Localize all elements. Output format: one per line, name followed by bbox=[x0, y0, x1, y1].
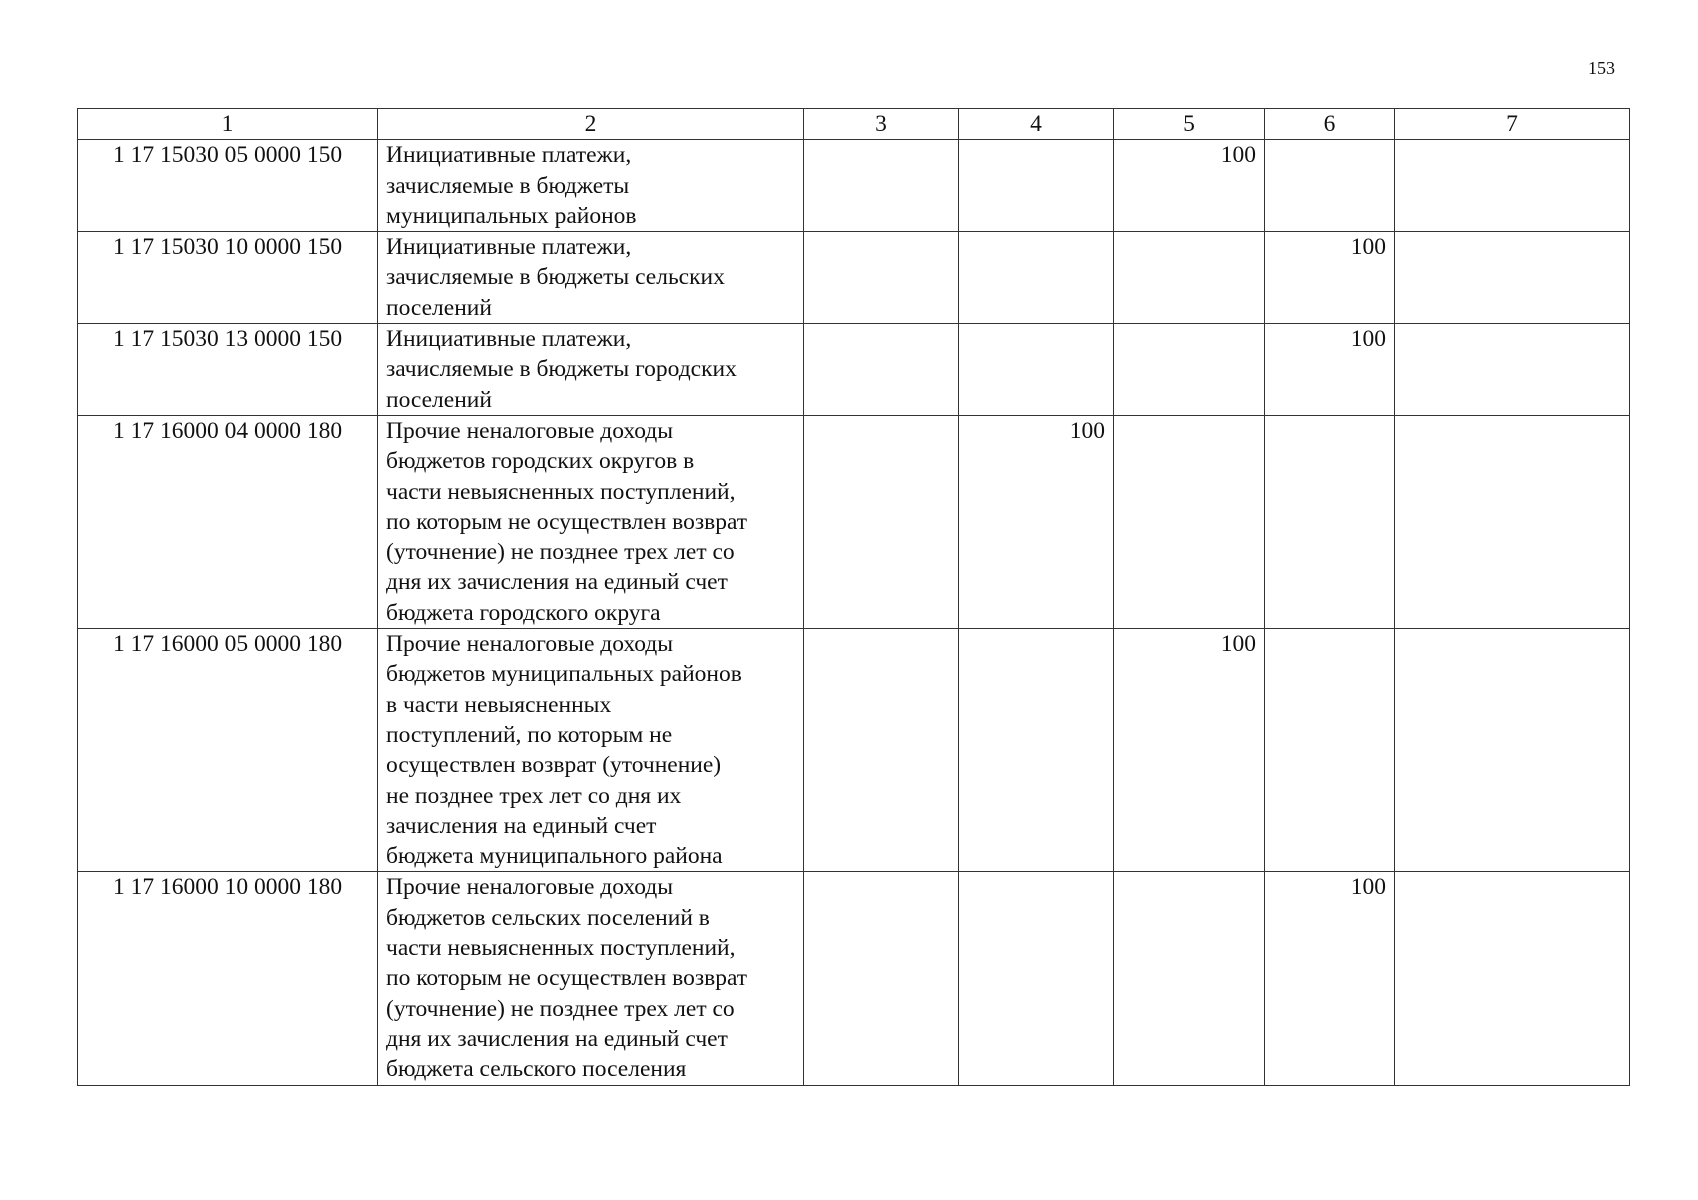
income-name-line: бюджета сельского поселения bbox=[386, 1056, 687, 1083]
income-name-line: поселений bbox=[386, 386, 492, 413]
income-name-line: по которым не осуществлен возврат bbox=[386, 965, 748, 992]
income-name-line: бюджетов сельских поселений в bbox=[386, 904, 710, 931]
norm-value-cell-col5 bbox=[1114, 872, 1265, 1085]
norm-value-cell-col4 bbox=[959, 872, 1114, 1085]
income-name-line: Инициативные платежи, bbox=[386, 326, 632, 353]
norm-value-cell-col5 bbox=[1114, 415, 1265, 628]
income-name-line: части невыясненных поступлений, bbox=[386, 478, 736, 505]
budget-table bbox=[77, 108, 1630, 1086]
income-name-line: зачисления на единый счет bbox=[386, 812, 657, 839]
income-name-line: (уточнение) не позднее трех лет со bbox=[386, 539, 735, 566]
norm-value-cell-col4 bbox=[959, 324, 1114, 416]
norm-value-cell-col7 bbox=[1395, 232, 1630, 324]
page-number: 153 bbox=[1588, 58, 1615, 78]
income-name-line: поселений bbox=[386, 294, 492, 321]
income-name-line: дня их зачисления на единый счет bbox=[386, 1025, 728, 1052]
income-name-line: бюджета муниципального района bbox=[386, 843, 723, 870]
table-header bbox=[78, 109, 1630, 140]
income-name-line: бюджетов муниципальных районов bbox=[386, 661, 742, 688]
norm-value-cell-col5: 100 bbox=[1114, 629, 1265, 872]
income-name-line: Инициативные платежи, bbox=[386, 142, 632, 169]
norm-value-cell-col7 bbox=[1395, 415, 1630, 628]
budget-code-cell: 1 17 16000 04 0000 180 bbox=[78, 415, 378, 628]
income-name-line: Прочие неналоговые доходы bbox=[386, 874, 674, 901]
norm-value-cell-col6: 100 bbox=[1265, 324, 1395, 416]
income-name-cell bbox=[378, 629, 804, 872]
budget-code-cell: 1 17 16000 05 0000 180 bbox=[78, 629, 378, 872]
header-row bbox=[78, 109, 1630, 140]
budget-code-cell: 1 17 16000 10 0000 180 bbox=[78, 872, 378, 1085]
income-name-line: дня их зачисления на единый счет bbox=[386, 569, 728, 596]
norm-value-cell-col3 bbox=[804, 232, 959, 324]
income-name-cell bbox=[378, 872, 804, 1085]
income-name-line: части невыясненных поступлений, bbox=[386, 935, 736, 962]
table-row bbox=[78, 629, 1630, 872]
norm-value-cell-col4 bbox=[959, 232, 1114, 324]
norm-value-cell-col6 bbox=[1265, 140, 1395, 232]
norm-value-cell-col7 bbox=[1395, 872, 1630, 1085]
norm-value-cell-col6: 100 bbox=[1265, 872, 1395, 1085]
income-name-line: зачисляемые в бюджеты bbox=[386, 172, 630, 199]
norm-value-cell-col7 bbox=[1395, 324, 1630, 416]
column-header: 5 bbox=[1114, 109, 1265, 140]
norm-value-cell-col3 bbox=[804, 324, 959, 416]
column-header: 4 bbox=[959, 109, 1114, 140]
norm-value-cell-col6: 100 bbox=[1265, 232, 1395, 324]
income-name-line: Прочие неналоговые доходы bbox=[386, 631, 674, 658]
norm-value-cell-col5: 100 bbox=[1114, 140, 1265, 232]
norm-value-cell-col6 bbox=[1265, 629, 1395, 872]
income-name-line: зачисляемые в бюджеты городских bbox=[386, 356, 737, 383]
income-name-line: Прочие неналоговые доходы bbox=[386, 417, 674, 444]
norm-value-cell-col7 bbox=[1395, 140, 1630, 232]
income-name-line: (уточнение) не позднее трех лет со bbox=[386, 995, 735, 1022]
income-name-line: бюджета городского округа bbox=[386, 599, 661, 626]
column-header: 7 bbox=[1395, 109, 1630, 140]
budget-code-cell: 1 17 15030 05 0000 150 bbox=[78, 140, 378, 232]
income-name-line: зачисляемые в бюджеты сельских bbox=[386, 264, 725, 291]
column-header: 6 bbox=[1265, 109, 1395, 140]
column-header: 3 bbox=[804, 109, 959, 140]
income-name-line: осуществлен возврат (уточнение) bbox=[386, 752, 722, 779]
norm-value-cell-col4: 100 bbox=[959, 415, 1114, 628]
norm-value-cell-col6 bbox=[1265, 415, 1395, 628]
table-row bbox=[78, 415, 1630, 628]
income-name-cell bbox=[378, 140, 804, 232]
column-header: 2 bbox=[378, 109, 804, 140]
norm-value-cell-col3 bbox=[804, 140, 959, 232]
table-row bbox=[78, 140, 1630, 232]
norm-value-cell-col3 bbox=[804, 415, 959, 628]
norm-value-cell-col3 bbox=[804, 629, 959, 872]
norm-value-cell-col3 bbox=[804, 872, 959, 1085]
income-name-line: по которым не осуществлен возврат bbox=[386, 508, 748, 535]
income-name-line: бюджетов городских округов в bbox=[386, 448, 695, 475]
table-row bbox=[78, 232, 1630, 324]
column-header: 1 bbox=[78, 109, 378, 140]
income-name-line: не позднее трех лет со дня их bbox=[386, 782, 682, 809]
norm-value-cell-col4 bbox=[959, 140, 1114, 232]
income-name-line: муниципальных районов bbox=[386, 202, 637, 229]
income-name-cell bbox=[378, 324, 804, 416]
income-name-line: в части невыясненных bbox=[386, 691, 612, 718]
income-name-cell bbox=[378, 415, 804, 628]
table-row bbox=[78, 324, 1630, 416]
budget-code-cell: 1 17 15030 13 0000 150 bbox=[78, 324, 378, 416]
table-row bbox=[78, 872, 1630, 1085]
norm-value-cell-col4 bbox=[959, 629, 1114, 872]
income-name-line: Инициативные платежи, bbox=[386, 234, 632, 261]
income-name-line: поступлений, по которым не bbox=[386, 721, 673, 748]
table-body bbox=[78, 140, 1630, 1085]
norm-value-cell-col7 bbox=[1395, 629, 1630, 872]
income-name-cell bbox=[378, 232, 804, 324]
norm-value-cell-col5 bbox=[1114, 324, 1265, 416]
budget-code-cell: 1 17 15030 10 0000 150 bbox=[78, 232, 378, 324]
norm-value-cell-col5 bbox=[1114, 232, 1265, 324]
